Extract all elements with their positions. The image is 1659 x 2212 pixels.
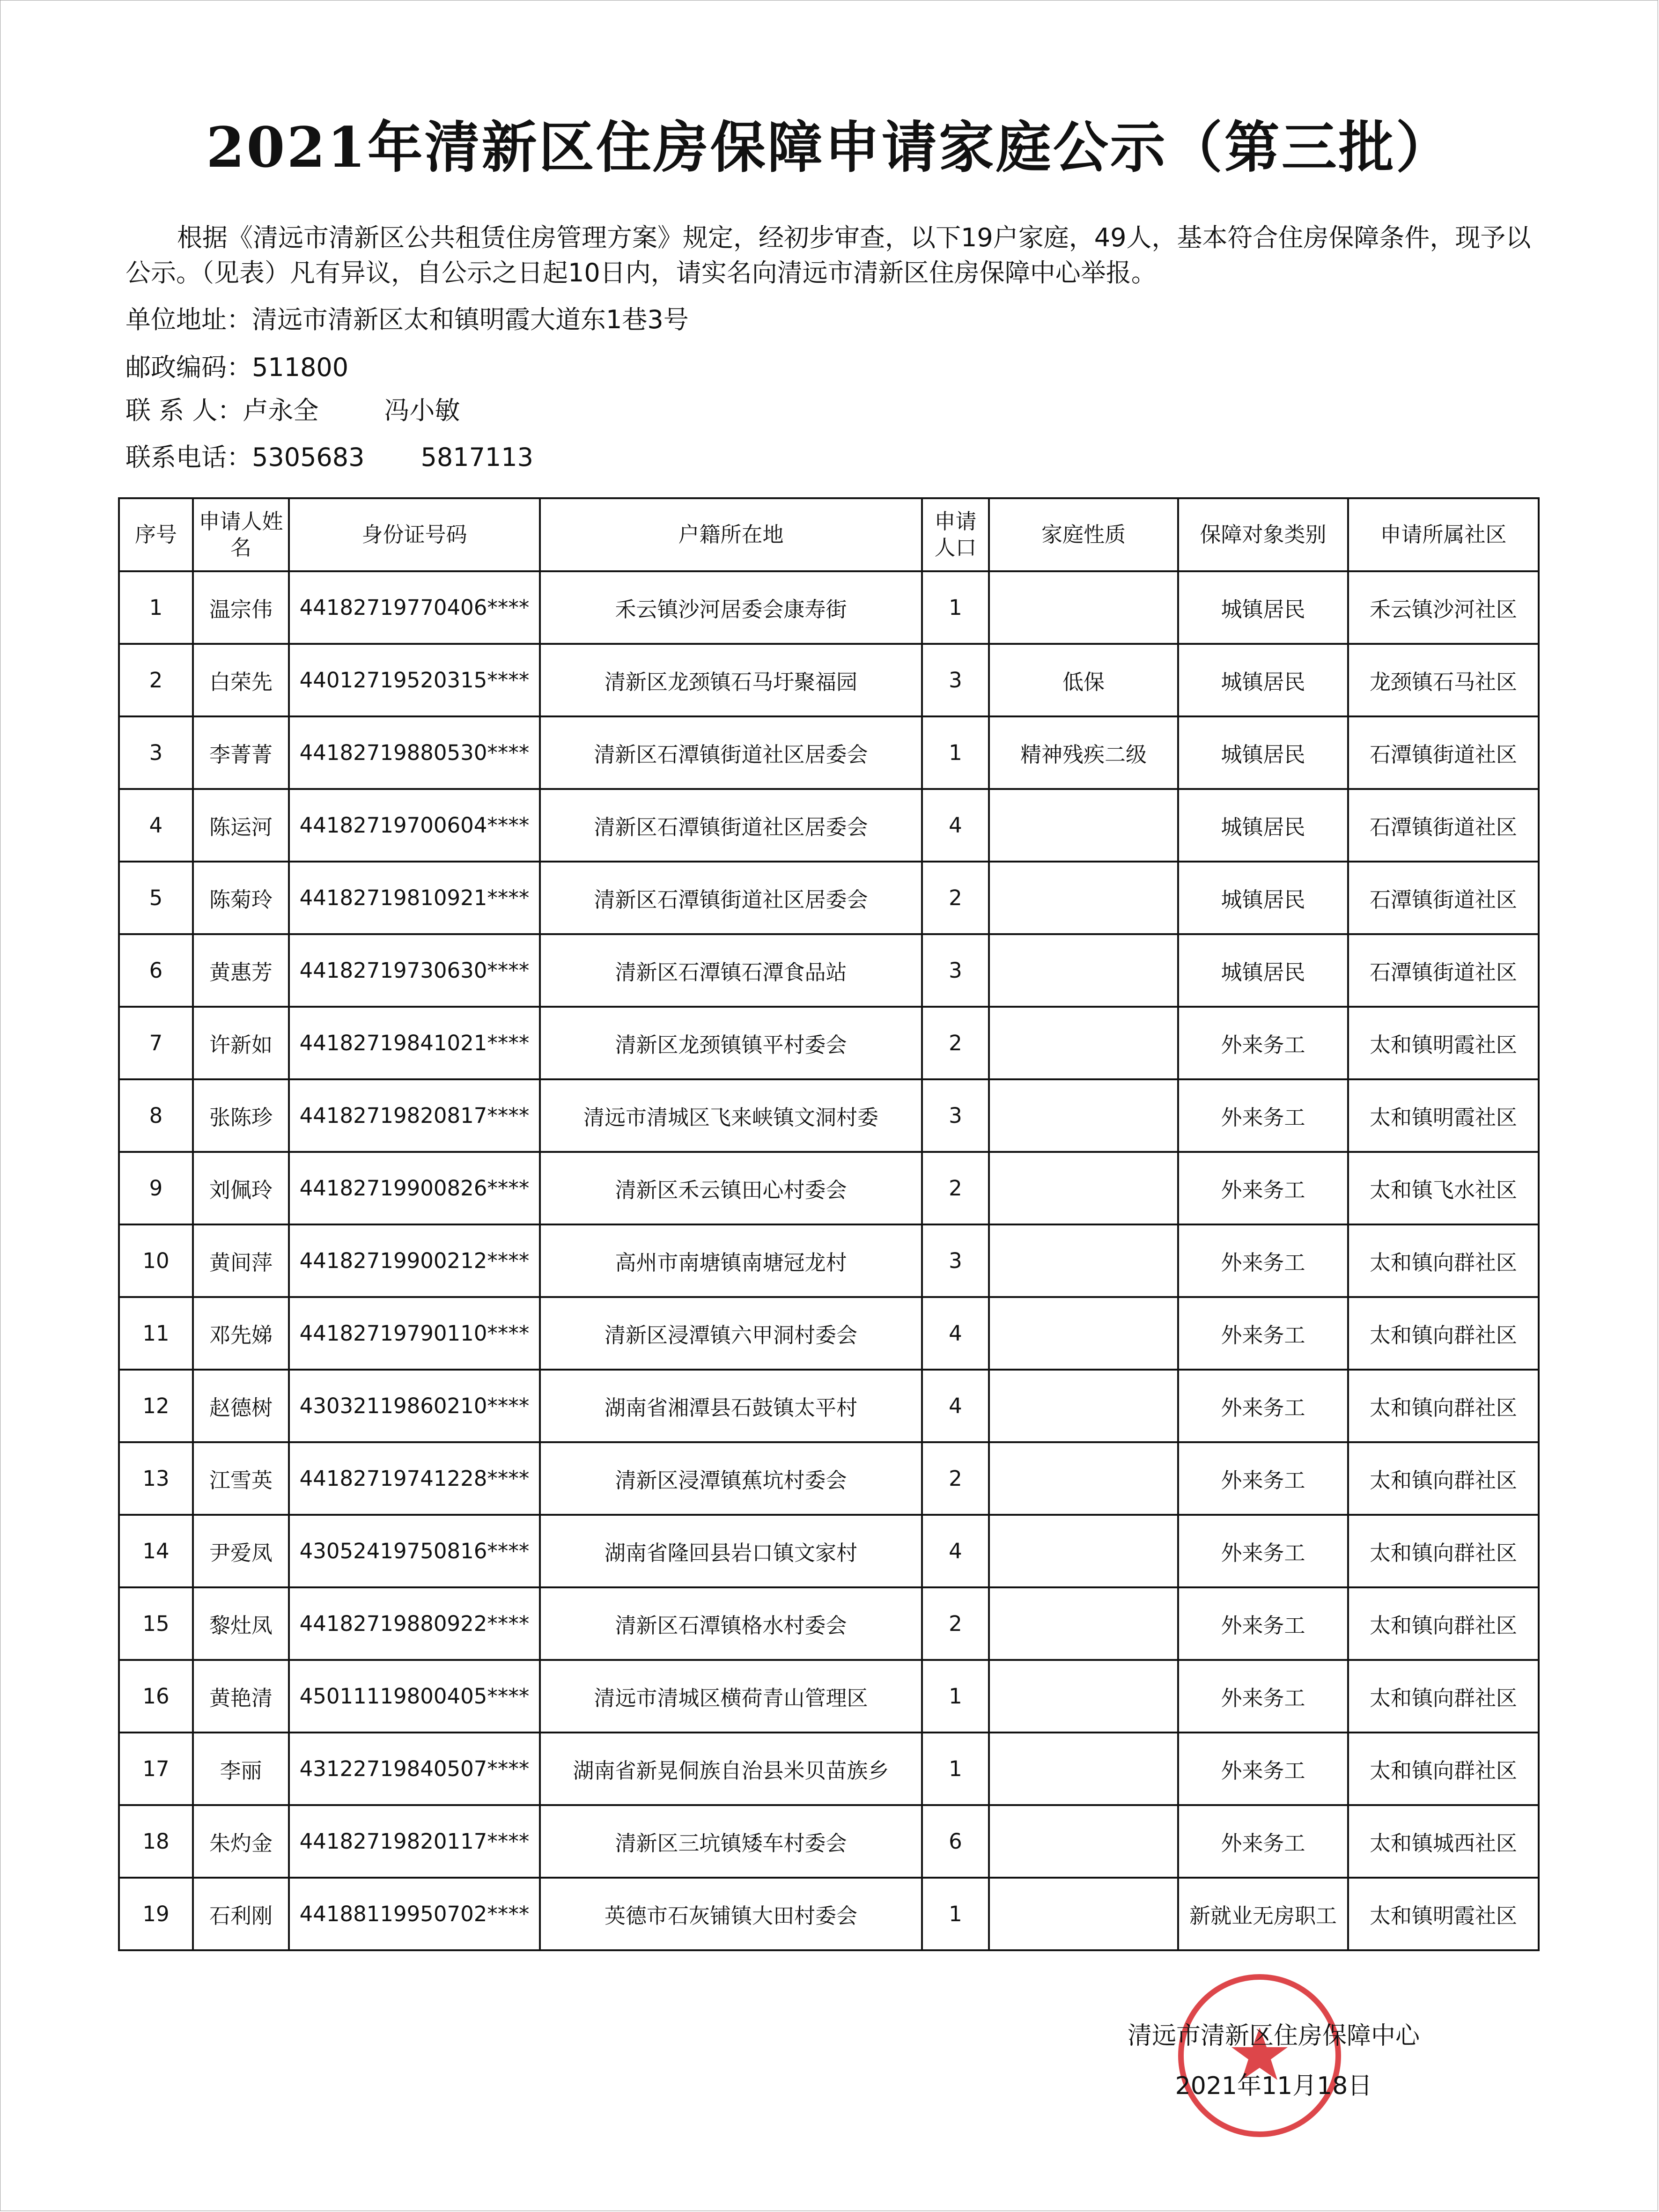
cell-name: 黄艳清 [193, 1660, 289, 1733]
cell-category: 城镇居民 [1178, 571, 1348, 644]
contact-person-2: 冯小敏 [384, 396, 460, 425]
table-row [119, 1079, 1539, 1152]
cell-index: 10 [119, 1224, 193, 1297]
cell-category: 城镇居民 [1178, 644, 1348, 716]
cell-community: 太和镇向群社区 [1348, 1733, 1539, 1805]
cell-name: 江雪英 [193, 1442, 289, 1515]
cell-community: 石潭镇街道社区 [1348, 716, 1539, 789]
header-persons: 申请人口 [922, 498, 989, 571]
phone-line [125, 437, 533, 473]
header-index: 序号 [119, 498, 193, 571]
cell-category: 城镇居民 [1178, 716, 1348, 789]
cell-family-type [989, 1587, 1178, 1660]
contact-person-line [125, 391, 460, 427]
cell-id-number: 44188119950702**** [289, 1878, 540, 1950]
cell-household-registration: 清新区石潭镇街道社区居委会 [540, 789, 922, 862]
cell-household-registration: 清新区龙颈镇镇平村委会 [540, 1007, 922, 1079]
cell-family-type [989, 1152, 1178, 1224]
cell-household-registration: 湖南省湘潭县石鼓镇太平村 [540, 1370, 922, 1442]
cell-household-registration: 清新区浸潭镇六甲洞村委会 [540, 1297, 922, 1370]
cell-household-registration: 清新区龙颈镇石马圩聚福园 [540, 644, 922, 716]
table-row [119, 644, 1539, 716]
cell-id-number: 44012719520315**** [289, 644, 540, 716]
cell-name: 黄间萍 [193, 1224, 289, 1297]
cell-id-number: 44182719700604**** [289, 789, 540, 862]
cell-name: 赵德树 [193, 1370, 289, 1442]
cell-family-type [989, 1733, 1178, 1805]
cell-name: 朱灼金 [193, 1805, 289, 1878]
cell-community: 石潭镇街道社区 [1348, 789, 1539, 862]
table-row [119, 1878, 1539, 1950]
header-name: 申请人姓名 [193, 498, 289, 571]
cell-household-registration: 清新区三坑镇矮车村委会 [540, 1805, 922, 1878]
cell-name: 石利刚 [193, 1878, 289, 1950]
table-row [119, 1660, 1539, 1733]
signature-org: 清远市清新区住房保障中心 [1127, 2022, 1420, 2050]
header-community: 申请所属社区 [1348, 498, 1539, 571]
cell-category: 外来务工 [1178, 1733, 1348, 1805]
cell-community: 太和镇向群社区 [1348, 1442, 1539, 1515]
cell-persons: 2 [922, 1007, 989, 1079]
cell-community: 太和镇明霞社区 [1348, 1079, 1539, 1152]
cell-category: 外来务工 [1178, 1007, 1348, 1079]
cell-id-number: 44182719900212**** [289, 1224, 540, 1297]
cell-index: 17 [119, 1733, 193, 1805]
cell-family-type [989, 1660, 1178, 1733]
cell-persons: 6 [922, 1805, 989, 1878]
cell-household-registration: 清新区石潭镇石潭食品站 [540, 934, 922, 1007]
cell-household-registration: 清远市清城区飞来峡镇文洞村委 [540, 1079, 922, 1152]
cell-family-type [989, 571, 1178, 644]
table-row [119, 789, 1539, 862]
cell-persons: 1 [922, 571, 989, 644]
cell-persons: 3 [922, 1079, 989, 1152]
cell-index: 1 [119, 571, 193, 644]
cell-id-number: 44182719730630**** [289, 934, 540, 1007]
cell-category: 外来务工 [1178, 1370, 1348, 1442]
header-id-number: 身份证号码 [289, 498, 540, 571]
header-category: 保障对象类别 [1178, 498, 1348, 571]
cell-persons: 4 [922, 789, 989, 862]
cell-category: 外来务工 [1178, 1297, 1348, 1370]
cell-community: 太和镇向群社区 [1348, 1370, 1539, 1442]
cell-category: 新就业无房职工 [1178, 1878, 1348, 1950]
table-body [119, 571, 1539, 1950]
cell-name: 温宗伟 [193, 571, 289, 644]
cell-category: 外来务工 [1178, 1515, 1348, 1587]
cell-household-registration: 清新区石潭镇格水村委会 [540, 1587, 922, 1660]
header-family-type: 家庭性质 [989, 498, 1178, 571]
cell-persons: 3 [922, 934, 989, 1007]
postcode-text: 邮政编码：511800 [125, 353, 349, 382]
cell-index: 6 [119, 934, 193, 1007]
cell-household-registration: 禾云镇沙河居委会康寿街 [540, 571, 922, 644]
cell-index: 5 [119, 862, 193, 934]
cell-family-type [989, 1079, 1178, 1152]
cell-family-type [989, 1370, 1178, 1442]
cell-community: 太和镇向群社区 [1348, 1660, 1539, 1733]
cell-community: 太和镇明霞社区 [1348, 1878, 1539, 1950]
table-row [119, 1152, 1539, 1224]
cell-community: 太和镇城西社区 [1348, 1805, 1539, 1878]
cell-id-number: 44182719810921**** [289, 862, 540, 934]
cell-name: 邓先娣 [193, 1297, 289, 1370]
cell-persons: 3 [922, 1224, 989, 1297]
cell-index: 8 [119, 1079, 193, 1152]
cell-id-number: 44182719880530**** [289, 716, 540, 789]
address-text: 单位地址：清远市清新区太和镇明霞大道东1巷3号 [125, 305, 689, 334]
cell-persons: 2 [922, 1442, 989, 1515]
signature-block [1110, 2016, 1438, 2101]
cell-name: 尹爱凤 [193, 1515, 289, 1587]
table-row [119, 1805, 1539, 1878]
cell-family-type [989, 934, 1178, 1007]
cell-household-registration: 清新区禾云镇田心村委会 [540, 1152, 922, 1224]
cell-category: 城镇居民 [1178, 934, 1348, 1007]
cell-persons: 1 [922, 716, 989, 789]
cell-community: 太和镇向群社区 [1348, 1587, 1539, 1660]
cell-id-number: 44182719820117**** [289, 1805, 540, 1878]
cell-community: 太和镇向群社区 [1348, 1515, 1539, 1587]
cell-household-registration: 清新区石潭镇街道社区居委会 [540, 862, 922, 934]
cell-name: 张陈珍 [193, 1079, 289, 1152]
cell-community: 太和镇向群社区 [1348, 1297, 1539, 1370]
cell-family-type [989, 1007, 1178, 1079]
cell-persons: 4 [922, 1515, 989, 1587]
table-row [119, 1733, 1539, 1805]
table-row [119, 1515, 1539, 1587]
cell-persons: 4 [922, 1370, 989, 1442]
cell-id-number: 44182719900826**** [289, 1152, 540, 1224]
cell-household-registration: 清新区浸潭镇蕉坑村委会 [540, 1442, 922, 1515]
cell-family-type [989, 1878, 1178, 1950]
cell-id-number: 44182719770406**** [289, 571, 540, 644]
cell-name: 许新如 [193, 1007, 289, 1079]
cell-community: 太和镇飞水社区 [1348, 1152, 1539, 1224]
cell-id-number: 44182719790110**** [289, 1297, 540, 1370]
cell-household-registration: 湖南省隆回县岩口镇文家村 [540, 1515, 922, 1587]
cell-community: 禾云镇沙河社区 [1348, 571, 1539, 644]
cell-index: 18 [119, 1805, 193, 1878]
cell-category: 外来务工 [1178, 1152, 1348, 1224]
cell-index: 9 [119, 1152, 193, 1224]
cell-category: 城镇居民 [1178, 862, 1348, 934]
cell-category: 城镇居民 [1178, 789, 1348, 862]
cell-community: 太和镇明霞社区 [1348, 1007, 1539, 1079]
cell-name: 陈运河 [193, 789, 289, 862]
cell-household-registration: 英德市石灰铺镇大田村委会 [540, 1878, 922, 1950]
cell-id-number: 43122719840507**** [289, 1733, 540, 1805]
applicant-table [118, 497, 1540, 1951]
cell-index: 19 [119, 1878, 193, 1950]
cell-index: 15 [119, 1587, 193, 1660]
cell-id-number: 45011119800405**** [289, 1660, 540, 1733]
cell-index: 14 [119, 1515, 193, 1587]
cell-index: 11 [119, 1297, 193, 1370]
cell-index: 4 [119, 789, 193, 862]
table-header-row [119, 498, 1539, 571]
cell-category: 外来务工 [1178, 1587, 1348, 1660]
cell-category: 外来务工 [1178, 1224, 1348, 1297]
cell-category: 外来务工 [1178, 1442, 1348, 1515]
cell-id-number: 44182719880922**** [289, 1587, 540, 1660]
cell-category: 外来务工 [1178, 1805, 1348, 1878]
cell-index: 13 [119, 1442, 193, 1515]
table-row [119, 571, 1539, 644]
cell-community: 龙颈镇石马社区 [1348, 644, 1539, 716]
cell-family-type [989, 789, 1178, 862]
cell-community: 石潭镇街道社区 [1348, 862, 1539, 934]
cell-name: 黎灶凤 [193, 1587, 289, 1660]
cell-id-number: 43052419750816**** [289, 1515, 540, 1587]
cell-household-registration: 高州市南塘镇南塘冠龙村 [540, 1224, 922, 1297]
cell-family-type [989, 862, 1178, 934]
page-title: 2021年清新区住房保障申请家庭公示（第三批） [206, 115, 1453, 180]
cell-family-type [989, 1224, 1178, 1297]
cell-family-type [989, 1442, 1178, 1515]
table-row [119, 1370, 1539, 1442]
cell-household-registration: 湖南省新晃侗族自治县米贝苗族乡 [540, 1733, 922, 1805]
cell-persons: 4 [922, 1297, 989, 1370]
cell-name: 黄惠芳 [193, 934, 289, 1007]
cell-persons: 2 [922, 1152, 989, 1224]
cell-id-number: 44182719841021**** [289, 1007, 540, 1079]
table-row [119, 1224, 1539, 1297]
cell-id-number: 44182719820817**** [289, 1079, 540, 1152]
table-row [119, 1007, 1539, 1079]
cell-category: 外来务工 [1178, 1660, 1348, 1733]
cell-index: 3 [119, 716, 193, 789]
cell-community: 石潭镇街道社区 [1348, 934, 1539, 1007]
table-row [119, 1297, 1539, 1370]
cell-persons: 2 [922, 862, 989, 934]
cell-family-type: 低保 [989, 644, 1178, 716]
table-row [119, 934, 1539, 1007]
cell-persons: 1 [922, 1660, 989, 1733]
cell-household-registration: 清远市清城区横荷青山管理区 [540, 1660, 922, 1733]
table-row [119, 1442, 1539, 1515]
cell-family-type [989, 1515, 1178, 1587]
applicant-table-container [118, 497, 1540, 1951]
intro-paragraph: 根据《清远市清新区公共租赁住房管理方案》规定，经初步审查，以下19户家庭，49人，基本符合住房保障条件，现予以公示。（见表）凡有异议，自公示之日起10日内，请实名向清远市清新区住房保障中心举报。 [125, 223, 1531, 288]
cell-name: 李菁菁 [193, 716, 289, 789]
cell-index: 2 [119, 644, 193, 716]
cell-name: 陈菊玲 [193, 862, 289, 934]
cell-id-number: 44182719741228**** [289, 1442, 540, 1515]
cell-index: 16 [119, 1660, 193, 1733]
cell-name: 刘佩玲 [193, 1152, 289, 1224]
cell-persons: 1 [922, 1733, 989, 1805]
phone-2: 5817113 [420, 442, 533, 472]
postcode-line [125, 347, 348, 383]
cell-family-type [989, 1805, 1178, 1878]
cell-family-type [989, 1297, 1178, 1370]
contact-person-1: 联 系 人：卢永全 [125, 396, 319, 425]
cell-id-number: 43032119860210**** [289, 1370, 540, 1442]
cell-community: 太和镇向群社区 [1348, 1224, 1539, 1297]
cell-persons: 2 [922, 1587, 989, 1660]
cell-index: 12 [119, 1370, 193, 1442]
table-row [119, 716, 1539, 789]
cell-persons: 3 [922, 644, 989, 716]
table-row [119, 862, 1539, 934]
address-line [125, 300, 689, 336]
cell-category: 外来务工 [1178, 1079, 1348, 1152]
table-row [119, 1587, 1539, 1660]
cell-household-registration: 清新区石潭镇街道社区居委会 [540, 716, 922, 789]
cell-persons: 1 [922, 1878, 989, 1950]
signature-date: 2021年11月18日 [1175, 2072, 1372, 2100]
cell-name: 李丽 [193, 1733, 289, 1805]
cell-name: 白荣先 [193, 644, 289, 716]
cell-family-type: 精神残疾二级 [989, 716, 1178, 789]
header-household-registration: 户籍所在地 [540, 498, 922, 571]
cell-index: 7 [119, 1007, 193, 1079]
phone-1: 联系电话：5305683 [125, 442, 365, 472]
